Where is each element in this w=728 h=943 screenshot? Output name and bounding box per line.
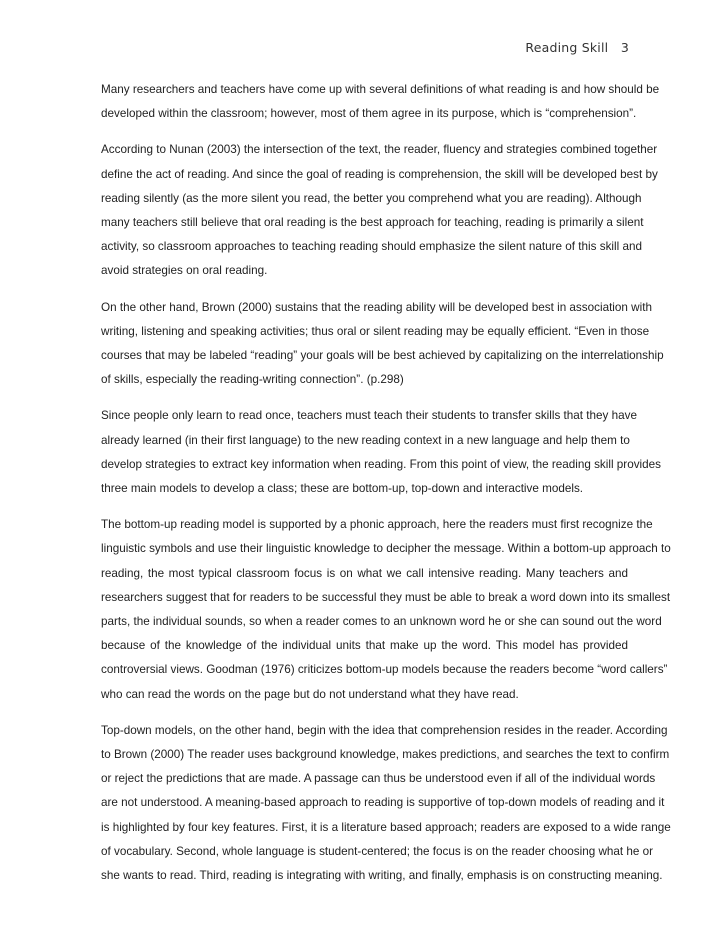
- paragraph: [101, 404, 661, 501]
- text-line: developed within the classroom; however, most of them agree in its purpose, which is “comprehension”.: [101, 107, 637, 121]
- text-line: define the act of reading. And since the goal of reading is comprehension, the skill will be developed best by: [101, 167, 658, 181]
- text-line: are not understood. A meaning-based approach to reading is supportive of top-down models of reading and it: [101, 796, 665, 810]
- text-line: because of the knowledge of the individual units that make up the word. This model has provided: [101, 639, 628, 653]
- paragraph: [101, 138, 658, 283]
- text-line: The bottom-up reading model is supported by a phonic approach, here the readers must first recognize the: [101, 518, 653, 532]
- text-line: who can read the words on the page but do not understand what they have read.: [101, 687, 519, 701]
- running-header: [525, 40, 629, 55]
- text-line: to Brown (2000) The reader uses background knowledge, makes predictions, and searches the text to confirm: [101, 748, 670, 762]
- text-line: she wants to read. Third, reading is integrating with writing, and finally, emphasis is on constructing meaning.: [101, 869, 663, 883]
- text-line: writing, listening and speaking activities; thus oral or silent reading may be equally efficient. “Even in those: [101, 324, 650, 338]
- text-line: Since people only learn to read once, teachers must teach their students to transfer skills that they have: [101, 409, 637, 423]
- text-line: According to Nunan (2003) the intersection of the text, the reader, fluency and strategies combined together: [101, 143, 658, 157]
- header-gap: [608, 40, 621, 55]
- text-line: of vocabulary. Second, whole language is student-centered; the focus is on the reader choosing what he or: [101, 844, 654, 858]
- text-line: develop strategies to extract key information when reading. From this point of view, the reading skill provides: [101, 457, 661, 471]
- paragraph: [101, 296, 664, 393]
- text-line: reading silently (as the more silent you read, the better you comprehend what you are reading). Although: [101, 191, 642, 205]
- text-line: reading, the most typical classroom focus is on what we call intensive reading. Many teachers and: [101, 566, 628, 580]
- text-line: Top-down models, on the other hand, begin with the idea that comprehension resides in the reader. According: [101, 723, 668, 737]
- text-line: researchers suggest that for readers to be successful they must be able to break a word down into its smallest: [101, 590, 671, 604]
- text-line: is highlighted by four key features. First, it is a literature based approach; readers are exposed to a wide range: [101, 820, 671, 834]
- running-title: Reading Skill: [525, 40, 609, 55]
- text-line: courses that may be labeled “reading” your goals will be best achieved by capitalizing on the interrelationship: [101, 349, 664, 363]
- text-line: linguistic symbols and use their linguistic knowledge to decipher the message. Within a bottom-up approach to: [101, 542, 671, 556]
- text-line: three main models to develop a class; these are bottom-up, top-down and interactive models.: [101, 482, 584, 496]
- text-line: avoid strategies on oral reading.: [101, 264, 268, 278]
- text-line: parts, the individual sounds, so when a reader comes to an unknown word he or she can sound out the word: [101, 615, 662, 629]
- text-line: Many researchers and teachers have come up with several definitions of what reading is and how should be: [101, 83, 660, 96]
- text-line: activity, so classroom approaches to teaching reading should emphasize the silent nature of this skill and: [101, 240, 642, 254]
- paragraph: [101, 719, 671, 888]
- text-line: many teachers still believe that oral reading is the best approach for teaching, reading is primarily a silent: [101, 216, 644, 230]
- paragraph: [101, 78, 660, 126]
- text-line: of skills, especially the reading-writing connection”. (p.298): [101, 373, 404, 387]
- text-line: On the other hand, Brown (2000) sustains that the reading ability will be developed best in association with: [101, 300, 652, 314]
- page-number: 3: [620, 40, 629, 55]
- text-line: already learned (in their first language) to the new reading context in a new language and help them to: [101, 433, 630, 447]
- paragraph: [101, 513, 671, 707]
- body-text: [101, 78, 671, 900]
- text-line: or reject the predictions that are made. A passage can thus be understood even if all of the individual words: [101, 772, 656, 786]
- text-line: controversial views. Goodman (1976) criticizes bottom-up models because the readers become “word callers”: [101, 663, 668, 677]
